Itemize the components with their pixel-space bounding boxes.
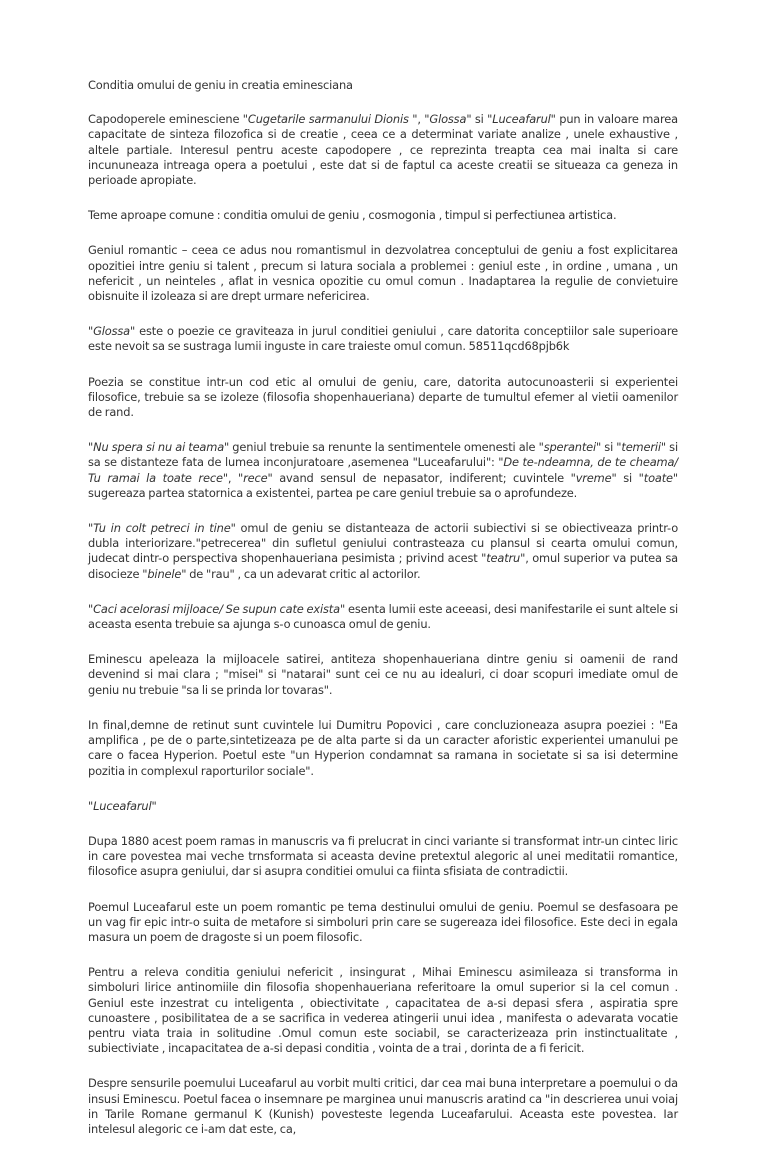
italic-quote: teatru <box>486 551 521 566</box>
paragraph <box>88 718 678 779</box>
text-run: " <box>88 440 94 455</box>
text-run: " omul de geniu se distanteaza de actorii subiectivi si se obiectiveaza printr-o dubla interiorizare."petrecerea" din sufletul geniului contrasteaza cu plansul si cearta omului comun, judecat dintr-o perspectiva shopenhaueriana pesimista ; privind acest " <box>88 521 679 566</box>
italic-quote: De te-ndeamna, de te cheama/ Tu ramai la toate rece <box>88 455 678 485</box>
paragraph <box>88 324 678 354</box>
text-run: Poemul Luceafarul este un poem romantic pe tema destinului omului de geniu. Poemul se desfasoara pe un vag fir epic intr-o suita de metafore si simboluri prin care se sugereaza idei filosofice. Este deci in egala masura un poem de dragoste si un poem filosofic. <box>88 899 678 944</box>
italic-quote: "Glossa" <box>88 324 136 339</box>
text-run: " <box>88 601 94 616</box>
text-run: " si " <box>611 470 644 485</box>
italic-quote: Caci acelorasi mijloace/ Se supun cate exista <box>93 601 340 616</box>
text-run: Dupa 1880 acest poem ramas in manuscris va fi prelucrat in cinci variante si transformat intr-un cintec liric in care povestea mai veche trnsformata si aceasta devine pretextul alegoric al unei meditatii romantice, filosofice asupra geniului, dar si asupra conditiei omului ca fiinta sfisiata de contradictii. <box>88 833 678 879</box>
text-run: " geniul trebuie sa renunte la sentimentele omenesti ale " <box>224 440 544 455</box>
text-run: Teme aproape comune : conditia omului de geniu , cosmogonia , timpul si perfectiunea artistica. <box>88 208 617 223</box>
paragraph <box>88 440 678 501</box>
text-run: " si " <box>596 440 622 455</box>
paragraph <box>88 375 678 421</box>
italic-quote: sperantei <box>543 440 597 455</box>
text-run: " si " <box>466 112 493 127</box>
text-run: Capodoperele eminesciene " <box>88 112 248 127</box>
text-run: " avand sensul de nepasator, indiferent; cuvintele " <box>267 470 576 485</box>
text-run: In final,demne de retinut sunt cuvintele lui Dumitru Popovici , care concluzioneaza asupra poeziei : "Ea amplifica , pe de o parte,sintetizeaza pe de alta parte si da un caracter aforistic experientei umanului pe care o facea Hyperion. Poetul este "un Hyperion condamnat sa ramana in societate si sa isi determine pozitia in complexul raporturilor sociale". <box>88 717 678 778</box>
document-body <box>88 112 678 1137</box>
document-title: Conditia omului de geniu in creatia eminesciana <box>88 78 353 92</box>
text-run: " <box>88 521 94 536</box>
paragraph <box>88 208 678 223</box>
italic-quote: vreme <box>575 470 612 485</box>
italic-quote: Nu spera si nu ai teama <box>93 440 225 455</box>
italic-quote: Luceafarul <box>492 112 551 127</box>
paragraph <box>88 243 678 304</box>
paragraph <box>88 834 678 880</box>
paragraph <box>88 965 678 1056</box>
text-run: ", omul superior va putea sa disocieze " <box>88 551 678 581</box>
text-run: " si sa se distanteze fata de lumea inconjuratoare ,asemenea "Luceafarului": " <box>88 440 678 470</box>
text-run: ", " <box>408 112 430 127</box>
text-run: " esenta lumii este aceeasi, desi manifestarile ei sunt altele si aceasta esenta trebuie sa ajunga s-o cunoasca omul de geniu. <box>88 601 678 632</box>
italic-quote: "Luceafarul" <box>88 798 157 813</box>
document-page <box>88 78 678 1157</box>
text-run: Pentru a releva conditia geniului nefericit , insingurat , Mihai Eminescu asimileaza si transforma in simboluri lirice antinomiile din filosofia shopenhaueriana referitoare la omul superior si la cel comun . Geniul este inzestrat cu inteligenta , obiectivitate , capacitatea de a-si depasi sfera , aspiratia spre cunoastere , posibilitatea de a se sacrifica in vederea atingerii unui idea , manifesta o adevarata vocatie pentru viata traia in solitudine .Omul comun este sociabil, se caracterizeaza prin instinctualitate , subiectiviate , incapacitatea de a-si depasi conditia , vointa de a trai , dorinta de a fi fericit. <box>88 965 678 1056</box>
text-run: " pun in valoare marea capacitate de sinteza filozofica si de creatie , ceea ce a determinat variate analize , unele exhaustive , altele partiale. Interesul pentru aceste capodopere , ce reprezinta treapta cea mai inalta si care incununeaza intreaga opera a poetului , este dat si de faptul ca aceste creatii se situeaza ca geneza in perioade apropiate. <box>88 112 678 188</box>
text-run: Eminescu apeleaza la mijloacele satirei, antiteza shopenhaueriana dintre geniu si oamenii de rand devenind si mai clara ; "misei" si "natarai" sunt cei ce nu au idealuri, ci doar scopuri imediate omul de geniu nu trebuie "sa li se prinda lor tovaras". <box>88 652 678 697</box>
text-run: este o poezie ce graviteaza in jurul conditiei geniului , care datorita conceptiilor sale superioare este nevoit sa se sustraga lumii inguste in care traieste omul comun. 58511qcd68pjb6k <box>88 324 678 354</box>
text-run: Poezia se constitue intr-un cod etic al omului de geniu, care, datorita autocunoasterii si experientei filosofice, trebuie sa se izoleze (filosofia shopenhaueriana) departe de tumultul efemer al vietii oamenilor de rand. <box>88 374 678 420</box>
paragraph <box>88 652 678 698</box>
text-run: " sugereaza partea statornica a existentei, partea pe care geniul trebuie sa o aprofundeze. <box>88 470 678 500</box>
paragraph <box>88 602 678 632</box>
text-run: Geniul romantic – ceea ce adus nou romantismul in dezvolatrea conceptului de geniu a fost explicitarea opozitiei intre geniu si talent , precum si latura sociala a problemei : geniul este , in ordine , umana , un nefericit , un neinteles , aflat in vesnica opozitie cu omul comun . Inadaptarea la regulie de convietuire obisnuite il izoleaza si are drept urmare nefericirea. <box>88 243 678 304</box>
section-heading <box>88 799 678 814</box>
italic-quote: toate <box>643 470 673 485</box>
text-run: Despre sensurile poemului Luceafarul au vorbit multi critici, dar cea mai buna interpretare a poemului o da insusi Eminescu. Poetul facea o insemnare pe marginea unui manuscris aratind ca "in descrierea unui voiaj in Tarile Romane germanul K (Kunish) povesteste legenda Luceafarului. Aceasta este povestea. Iar intelesul alegoric ce i-am dat este, ca, <box>88 1076 678 1136</box>
italic-quote: rece <box>243 470 268 485</box>
text-run: ", " <box>222 470 244 485</box>
italic-quote: Glossa <box>429 112 467 127</box>
italic-quote: temerii <box>621 440 661 455</box>
italic-quote: Cugetarile sarmanului Dionis <box>247 112 409 127</box>
paragraph <box>88 521 678 582</box>
italic-quote: Tu in colt petreci in tine <box>93 521 231 536</box>
text-run: " de "rau" , ca un adevarat critic al actorilor. <box>181 566 421 581</box>
paragraph <box>88 1076 678 1137</box>
paragraph <box>88 112 678 188</box>
paragraph <box>88 900 678 946</box>
italic-quote: binele <box>147 566 182 581</box>
